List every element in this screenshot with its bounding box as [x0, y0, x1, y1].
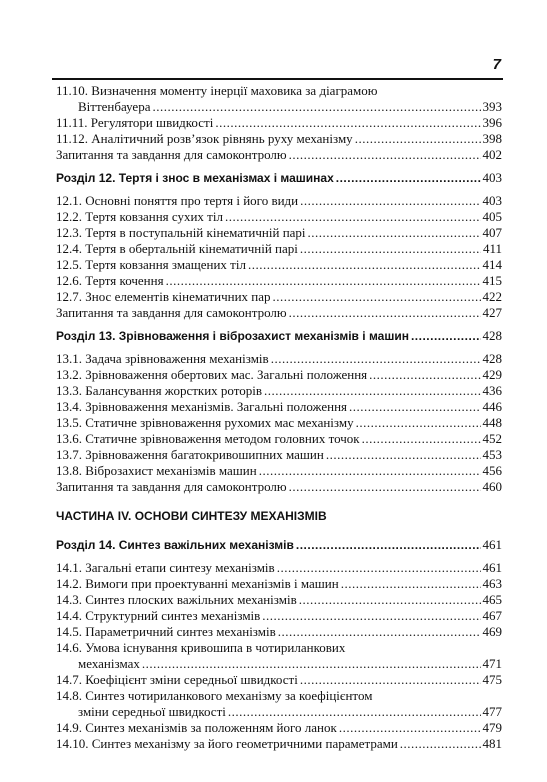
leader-dots	[336, 170, 481, 186]
toc-entry-title: Запитання та завдання для самоконтролю	[56, 479, 287, 494]
toc-entry-page: 465	[482, 592, 502, 607]
leader-dots	[300, 672, 481, 688]
toc-entry-14-6[interactable]	[56, 640, 502, 672]
toc-entry-page: 448	[482, 415, 502, 430]
table-of-contents	[56, 83, 502, 752]
toc-entry-title: 13.4. Зрівноваження механізмів. Загальні положення	[56, 399, 348, 414]
toc-entry-11-12[interactable]	[56, 131, 502, 147]
toc-entry-title: зміни середньої швидкості	[78, 704, 226, 719]
leader-dots	[300, 241, 481, 257]
leader-dots	[326, 447, 481, 463]
leader-dots	[356, 415, 481, 431]
toc-entry-page: 452	[482, 431, 502, 446]
leader-dots	[362, 431, 481, 447]
toc-entry-12-1[interactable]	[56, 193, 502, 209]
toc-entry-page: 461	[482, 560, 502, 575]
leader-dots	[166, 273, 481, 289]
toc-entry-page: 428	[482, 351, 502, 366]
toc-entry-page: 475	[482, 672, 502, 687]
toc-entry-13-8[interactable]	[56, 463, 502, 479]
toc-entry-page: 436	[482, 383, 502, 398]
toc-entry-page: 481	[482, 736, 502, 751]
page-number: 7	[492, 56, 501, 73]
toc-entry-14-10[interactable]	[56, 736, 502, 752]
toc-entry-12-3[interactable]	[56, 225, 502, 241]
toc-entry-page: 427	[482, 305, 502, 320]
toc-entry-title: 14.4. Структурний синтез механізмів	[56, 608, 261, 623]
toc-entry-page: 479	[482, 720, 502, 735]
toc-entry-title: Запитання та завдання для самоконтролю	[56, 305, 287, 320]
toc-entry-title: Віттенбауера	[78, 99, 151, 114]
toc-section-title: Розділ 14. Синтез важільних механізмів	[56, 538, 294, 552]
toc-entry-12-2[interactable]	[56, 209, 502, 225]
toc-entry-title: механізмах	[78, 656, 140, 671]
toc-entry-12-5[interactable]	[56, 257, 502, 273]
toc-entry-title: 11.11. Регулятори швидкості	[56, 115, 214, 130]
toc-entry-title: 14.5. Параметричний синтез механізмів	[56, 624, 276, 639]
toc-section-13[interactable]	[56, 328, 502, 344]
toc-section-page: 403	[482, 170, 502, 185]
toc-entry-first-line: 14.6. Умова існування кривошипа в чотириланкових	[56, 640, 346, 655]
toc-section-title: Розділ 12. Тертя і знос в механізмах і машинах	[56, 171, 334, 185]
toc-entry-page: 463	[482, 576, 502, 591]
toc-entry-14-4[interactable]	[56, 608, 502, 624]
leader-dots	[289, 147, 481, 163]
leader-dots	[142, 656, 481, 672]
toc-entry-title: 14.9. Синтез механізмів за положенням його ланок	[56, 720, 337, 735]
toc-entry-page: 471	[482, 656, 502, 671]
toc-entry-title: 13.6. Статичне зрівноваження методом головних точок	[56, 431, 360, 446]
leader-dots	[271, 351, 481, 367]
toc-entry-title: 14.3. Синтез плоских важільних механізмів	[56, 592, 297, 607]
toc-entry-page: 411	[482, 241, 502, 256]
leader-dots	[152, 99, 480, 115]
toc-entry-page: 407	[482, 225, 502, 240]
toc-entry-title: 14.10. Синтез механізму за його геометричними параметрами	[56, 736, 398, 751]
toc-entry-first-line: 14.8. Синтез чотириланкового механізму за коефіцієнтом	[56, 688, 373, 703]
toc-entry-title: 12.7. Знос елементів кінематичних пар	[56, 289, 271, 304]
leader-dots	[228, 704, 481, 720]
leader-dots	[339, 720, 481, 736]
leader-dots	[273, 289, 481, 305]
toc-entry-14-7[interactable]	[56, 672, 502, 688]
toc-section-14[interactable]	[56, 537, 502, 553]
toc-entry-page: 456	[482, 463, 502, 478]
toc-entry-14-8[interactable]	[56, 688, 502, 720]
leader-dots	[262, 608, 480, 624]
toc-entry-title: 14.7. Коефіцієнт зміни середньої швидкості	[56, 672, 298, 687]
toc-entry-page: 467	[482, 608, 502, 623]
leader-dots	[215, 115, 480, 131]
toc-section-page: 461	[482, 537, 502, 552]
toc-entry-title: 13.7. Зрівноваження багатокривошипних машин	[56, 447, 324, 462]
toc-entry-page: 469	[482, 624, 502, 639]
toc-entry-title: 13.1. Задача зрівноваження механізмів	[56, 351, 269, 366]
toc-entry-13-7[interactable]	[56, 447, 502, 463]
toc-entry-12-7[interactable]	[56, 289, 502, 305]
toc-entry-page: 415	[482, 273, 502, 288]
leader-dots	[289, 305, 481, 321]
toc-entry-14-2[interactable]	[56, 576, 502, 592]
toc-entry-title: 13.8. Віброзахист механізмів машин	[56, 463, 257, 478]
leader-dots	[369, 367, 480, 383]
toc-entry-title: 12.6. Тертя кочення	[56, 273, 164, 288]
toc-entry-title: Запитання та завдання для самоконтролю	[56, 147, 287, 162]
toc-entry-page: 398	[482, 131, 502, 146]
header-rule	[52, 78, 503, 80]
leader-dots	[278, 624, 481, 640]
toc-entry-page: 460	[482, 479, 502, 494]
leader-dots	[299, 592, 481, 608]
toc-entry-title: 11.12. Аналітичний розв’язок рівнянь руху механізму	[56, 131, 353, 146]
toc-entry-14-1[interactable]	[56, 560, 502, 576]
leader-dots	[289, 479, 481, 495]
leader-dots	[341, 576, 481, 592]
toc-entry-first-line: 11.10. Визначення моменту інерції маховика за діаграмою	[56, 83, 378, 98]
toc-entry-14-9[interactable]	[56, 720, 502, 736]
toc-entry-13-6[interactable]	[56, 431, 502, 447]
toc-entry-14-5[interactable]	[56, 624, 502, 640]
toc-entry-title: 12.3. Тертя в поступальній кінематичній парі	[56, 225, 306, 240]
leader-dots	[248, 257, 481, 273]
leader-dots	[308, 225, 481, 241]
toc-entry-questions-11[interactable]	[56, 147, 502, 163]
leader-dots	[264, 383, 480, 399]
toc-entry-page: 477	[482, 704, 502, 719]
toc-entry-title: 13.5. Статичне зрівноваження рухомих мас механізму	[56, 415, 354, 430]
leader-dots	[355, 131, 481, 147]
toc-entry-title: 14.1. Загальні етапи синтезу механізмів	[56, 560, 275, 575]
leader-dots	[411, 328, 481, 344]
leader-dots	[400, 736, 481, 752]
toc-entry-page: 403	[482, 193, 502, 208]
toc-entry-page: 405	[482, 209, 502, 224]
toc-entry-title: 13.2. Зрівноваження обертових мас. Загальні положення	[56, 367, 368, 382]
toc-entry-page: 414	[482, 257, 502, 272]
toc-section-title: Розділ 13. Зрівноваження і віброзахист механізмів і машин	[56, 329, 409, 343]
toc-entry-page: 402	[482, 147, 502, 162]
toc-part-heading[interactable]: ЧАСТИНА IV. ОСНОВИ СИНТЕЗУ МЕХАНІЗМІВ	[56, 509, 327, 523]
toc-entry-title: 12.5. Тертя ковзання змащених тіл	[56, 257, 246, 272]
toc-entry-title: 12.2. Тертя ковзання сухих тіл	[56, 209, 223, 224]
toc-entry-page: 453	[482, 447, 502, 462]
toc-entry-11-11[interactable]	[56, 115, 502, 131]
toc-entry-13-2[interactable]	[56, 367, 502, 383]
toc-entry-questions-13[interactable]	[56, 479, 502, 495]
toc-entry-14-3[interactable]	[56, 592, 502, 608]
leader-dots	[296, 537, 481, 553]
toc-entry-page: 429	[482, 367, 502, 382]
toc-entry-12-4[interactable]	[56, 241, 502, 257]
leader-dots	[225, 209, 481, 225]
leader-dots	[277, 560, 481, 576]
toc-entry-11-10[interactable]	[56, 83, 502, 115]
toc-section-page: 428	[482, 328, 502, 343]
toc-entry-page: 422	[482, 289, 502, 304]
toc-entry-title: 12.4. Тертя в обертальній кінематичній парі	[56, 241, 298, 256]
toc-entry-13-3[interactable]	[56, 383, 502, 399]
toc-section-12[interactable]	[56, 170, 502, 186]
toc-entry-12-6[interactable]	[56, 273, 502, 289]
toc-entry-questions-12[interactable]	[56, 305, 502, 321]
leader-dots	[349, 399, 480, 415]
leader-dots	[259, 463, 481, 479]
toc-entry-page: 446	[482, 399, 502, 414]
toc-entry-title: 12.1. Основні поняття про тертя і його види	[56, 193, 299, 208]
toc-entry-13-1[interactable]	[56, 351, 502, 367]
toc-entry-title: 14.2. Вимоги при проектуванні механізмів і машин	[56, 576, 339, 591]
toc-entry-title: 13.3. Балансування жорстких роторів	[56, 383, 263, 398]
toc-entry-13-4[interactable]	[56, 399, 502, 415]
toc-entry-13-5[interactable]	[56, 415, 502, 431]
toc-entry-page: 393	[482, 99, 502, 114]
toc-entry-page: 396	[482, 115, 502, 130]
leader-dots	[300, 193, 480, 209]
